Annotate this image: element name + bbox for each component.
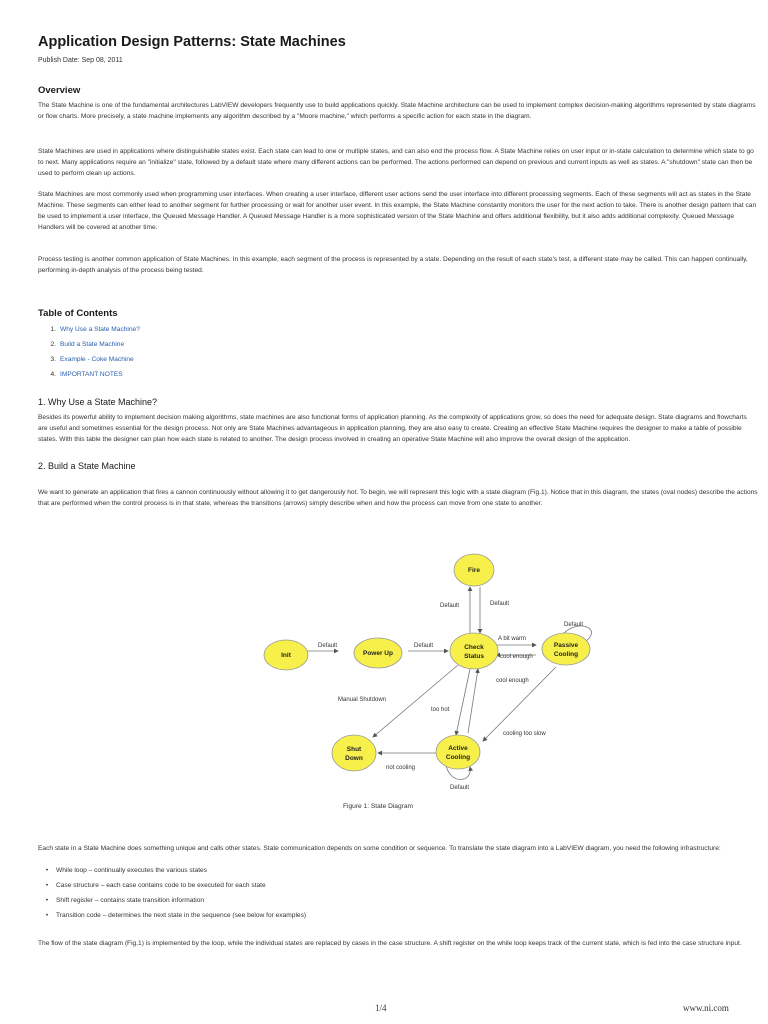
edge-check-active	[456, 669, 470, 735]
node-label-passive-cooling: Passive	[553, 642, 579, 649]
section2-paragraph-3: The flow of the state diagram (Fig.1) is implemented by the loop, while the individual states are replaced by cases in the case structure. A shift register on the while loop keeps track of the current state, which is fed into the case structure input.	[38, 940, 742, 947]
list-item: • Shift register – contains state transition information	[45, 897, 205, 904]
edge-label-check-active: too hot	[431, 707, 450, 713]
node-label-check-status: Check	[464, 644, 484, 651]
toc-link-why-use[interactable]: Why Use a State Machine?	[60, 326, 140, 333]
edge-label-init-power: Default	[318, 643, 338, 649]
node-shut-down	[332, 735, 376, 771]
edge-label-active-self: Default	[450, 785, 470, 791]
edge-label-passive-check: cool enough	[500, 654, 533, 660]
overview-paragraph-1: The State Machine is one of the fundamental architectures LabVIEW developers frequently use to build applications quickly. State Machine architecture can be used to implement complex decision-making algorithms represented by state diagrams or flow charts. More precisely, a state machine implements any algorithm described by a "Moore machine," which performs a specific action for each state in the diagram.	[38, 102, 756, 120]
node-label-power-up: Power Up	[363, 650, 393, 657]
section1-heading: 1. Why Use a State Machine?	[38, 397, 158, 407]
edge-label-passive-self: Default	[564, 622, 584, 628]
toc-link-notes[interactable]: IMPORTANT NOTES	[60, 371, 123, 378]
list-item: • Transition code – determines the next state in the sequence (see below for examples)	[45, 912, 307, 919]
page-title: Application Design Patterns: State Machines	[38, 34, 346, 50]
infrastructure-list	[38, 865, 306, 925]
page-number: 1/4	[375, 1003, 387, 1013]
figure-caption: Figure 1: State Diagram	[343, 803, 413, 810]
node-label-active-cooling: Active	[448, 745, 468, 752]
toc-heading: Table of Contents	[38, 308, 118, 319]
table-of-contents	[38, 324, 140, 384]
toc-item: 4. IMPORTANT NOTES	[50, 371, 123, 378]
edge-label-active-check: cool enough	[496, 678, 529, 684]
edge-label-passive-active: cooling too slow	[503, 731, 546, 737]
toc-item: 2. Build a State Machine	[50, 341, 125, 348]
overview-paragraph-3: State Machines are most commonly used when programming user interfaces. When creating a user interface, different user actions send the user interface into different processing segments. Each of these segments will act as states in the State Machine. These segments can either lead to another segment for further processing or wait for another user event. In this example, the State Machine constantly monitors the user for the next action to take. There is another design pattern that can be used to implement a user interface, the Queued Message Handler. A Queued Message Handler is a more sophisticated version of the State Machine and offers additional flexibility, but it also adds additional complexity. Queued Message Handlers will be covered at another time.	[38, 191, 757, 231]
overview-heading: Overview	[38, 85, 81, 96]
node-passive-cooling	[542, 633, 590, 665]
node-label-check-status-2: Status	[464, 653, 484, 660]
edge-label-fire-check: Default	[490, 601, 510, 607]
section1-paragraph: Besides its powerful ability to implement decision making algorithms, state machines are also functional forms of application planning. As the complexity of applications grow, so does the need for adequate design. State diagrams and flowcharts are useful and sometimes essential for the design process. Not only are State Machines advantageous in application planning, they are also easy to create. Creating an effective State Machine requires the designer to make a table of possible states. With this table the designer can plan how each state is related to another. The design process involved in creating an operative State Machine will also improve the overall design of the application.	[38, 414, 747, 443]
list-item: • Case structure – each case contains code to be executed for each state	[45, 882, 266, 889]
section2-paragraph-2: Each state in a State Machine does something unique and calls other states. State communication depends on some condition or sequence. To translate the state diagram into a LabVIEW diagram, you need the following infrastructure:	[38, 845, 721, 852]
toc-link-example[interactable]: Example - Coke Machine	[60, 356, 134, 363]
node-check-status	[450, 633, 498, 669]
section2-heading: 2. Build a State Machine	[38, 461, 136, 471]
edge-label-check-shut: Manual Shutdown	[338, 697, 387, 703]
node-label-passive-cooling-2: Cooling	[553, 651, 579, 658]
toc-item: 3. Example - Coke Machine	[50, 356, 134, 363]
edge-label-check-fire: Default	[440, 603, 460, 609]
node-label-init: Init	[281, 652, 291, 659]
overview-paragraph-2: State Machines are used in applications where distinguishable states exist. Each state can lead to one or multiple states, and can also end the process flow. A State Machine relies on user input or in-state calculation to determine which state to go to next. Many applications require an "initialize" state, followed by a default state where many different actions can be performed. The actions performed can depend on previous and current inputs as well as states. A "shutdown" state can then be used to perform clean up actions.	[38, 148, 754, 177]
publish-date: Publish Date: Sep 08, 2011	[38, 57, 123, 64]
toc-link-build[interactable]: Build a State Machine	[60, 341, 125, 348]
node-label-shut-down-2: Down	[345, 755, 363, 762]
toc-item: 1. Why Use a State Machine?	[50, 326, 140, 333]
node-label-active-cooling-2: Cooling	[445, 754, 471, 761]
edge-active-check	[468, 669, 478, 733]
state-diagram	[218, 545, 618, 795]
node-label-shut-down: Shut	[346, 746, 362, 753]
overview-paragraph-4: Process testing is another common application of State Machines. In this example, each segment of the process is represented by a state. Depending on the result of each state's test, a different state may be called. This can happen continually, performing in-depth analysis of the process being tested.	[38, 256, 748, 274]
node-label-fire: Fire	[468, 567, 480, 574]
node-active-cooling	[436, 735, 480, 769]
section2-paragraph: We want to generate an application that fires a cannon continuously without allowing it to get dangerously hot. To begin, we will represent this logic with a state diagram (Fig.1). Notice that in this diagram, the states (oval nodes) describe the actions that are performed when the control process is in that state, whereas the transitions (arrows) simply describe when and how the process can move from one state to another.	[38, 489, 758, 507]
edge-label-check-passive: A bit warm	[498, 636, 527, 642]
site-url: www.ni.com	[683, 1003, 729, 1013]
list-item: • While loop – continually executes the various states	[45, 867, 208, 874]
edge-label-active-shut: not cooling	[386, 765, 416, 771]
edge-label-power-check: Default	[414, 643, 434, 649]
